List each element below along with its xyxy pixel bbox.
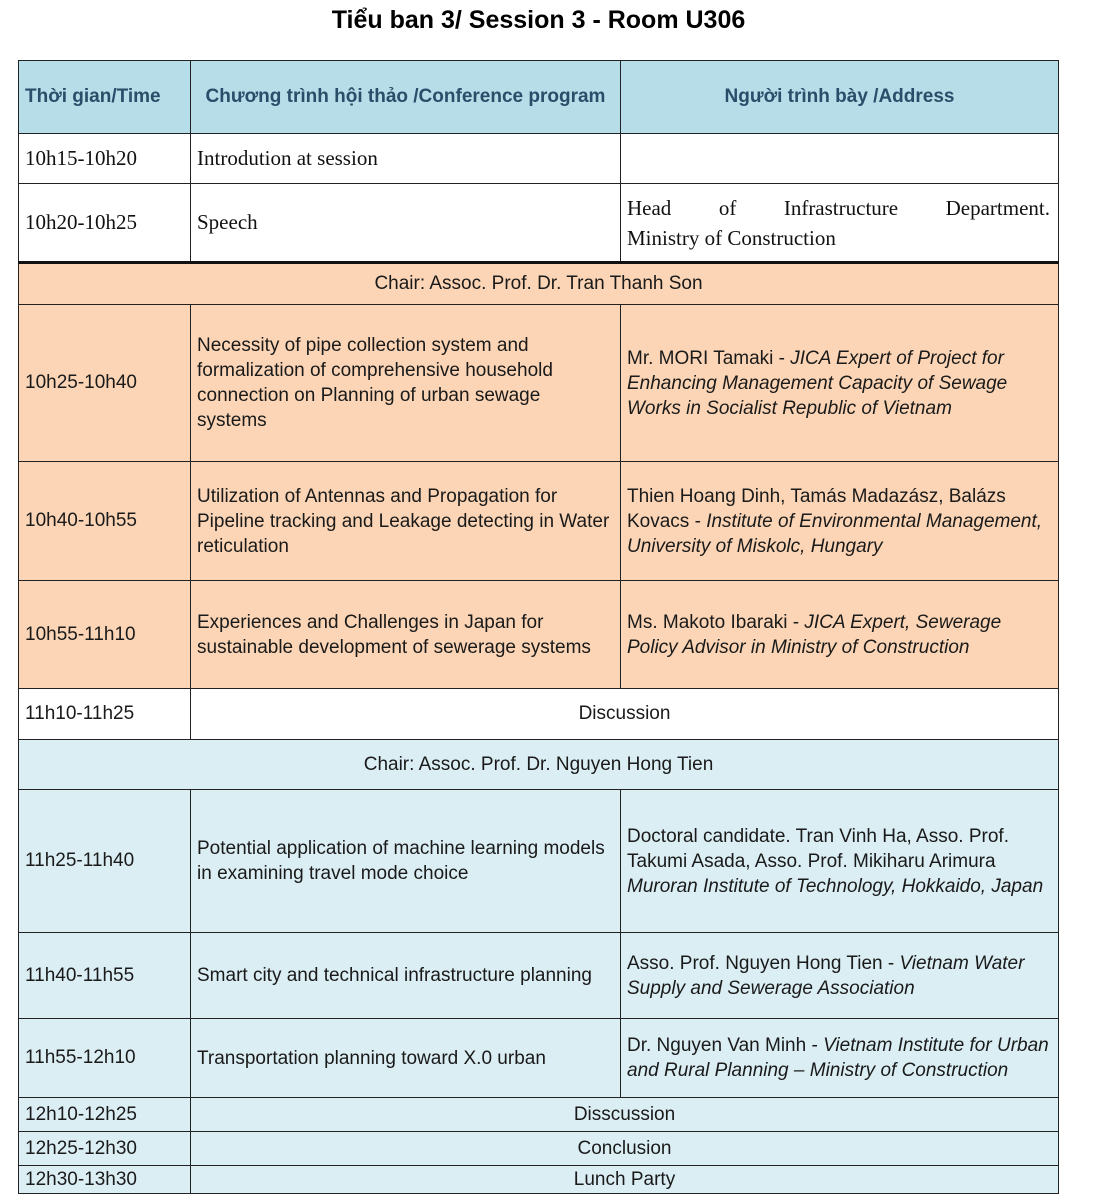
program-cell: Necessity of pipe collection system and formalization of comprehensive household connection on Planning of urban sewage systems bbox=[191, 305, 621, 462]
time-cell: 12h10-12h25 bbox=[19, 1098, 191, 1132]
table-row bbox=[19, 184, 1059, 263]
address-cell bbox=[621, 1019, 1059, 1098]
chair-label: Chair: Assoc. Prof. Dr. Tran Thanh Son bbox=[19, 263, 1059, 305]
program-cell: Potential application of machine learning models in examining travel mode choice bbox=[191, 790, 621, 933]
address-cell bbox=[621, 581, 1059, 689]
table-row bbox=[19, 1019, 1059, 1098]
table-header-row bbox=[19, 61, 1059, 134]
presenter-name: Thien Hoang Dinh, Tamás Madazász, Balázs Kovacs - bbox=[627, 485, 1006, 532]
presenter-affiliation: Muroran Institute of Technology, Hokkaido, Japan bbox=[627, 875, 1044, 897]
time-cell: 11h25-11h40 bbox=[19, 790, 191, 933]
presenter-name: Asso. Prof. Nguyen Hong Tien - bbox=[627, 952, 900, 974]
header-program: Chương trình hội thảo /Conference program bbox=[191, 61, 621, 134]
table-row bbox=[19, 1166, 1059, 1194]
address-cell bbox=[621, 134, 1059, 184]
time-cell: 11h10-11h25 bbox=[19, 689, 191, 740]
table-row bbox=[19, 1132, 1059, 1166]
presenter-affiliation: Vietnam Institute for Urban and Rural Planning – Ministry of Construction bbox=[627, 1035, 1049, 1081]
table-row bbox=[19, 462, 1059, 581]
time-cell: 11h55-12h10 bbox=[19, 1019, 191, 1098]
presenter-name: Ms. Makoto Ibaraki - bbox=[627, 611, 805, 633]
chair-row bbox=[19, 740, 1059, 790]
table-row bbox=[19, 689, 1059, 740]
address-cell bbox=[621, 305, 1059, 462]
address-line: Head of Infrastructure Department. bbox=[627, 195, 1050, 220]
presenter-affiliation: Institute of Environmental Management, University of Miskolc, Hungary bbox=[627, 510, 1043, 557]
session-title: Tiểu ban 3/ Session 3 - Room U306 bbox=[331, 6, 746, 34]
table-row bbox=[19, 1098, 1059, 1132]
program-cell: Speech bbox=[191, 184, 621, 263]
presenter-affiliation: JICA Expert, Sewerage Policy Advisor in Ministry of Construction bbox=[627, 611, 1002, 658]
presenter-name: Dr. Nguyen Van Minh - bbox=[627, 1035, 824, 1056]
address-cell bbox=[621, 462, 1059, 581]
header-address: Người trình bày /Address bbox=[621, 61, 1059, 134]
time-cell: 10h15-10h20 bbox=[19, 134, 191, 184]
program-cell: Experiences and Challenges in Japan for sustainable development of sewerage systems bbox=[191, 581, 621, 689]
address-cell bbox=[621, 933, 1059, 1019]
time-cell: 12h30-13h30 bbox=[19, 1166, 191, 1194]
address-cell bbox=[621, 184, 1059, 263]
program-cell: Smart city and technical infrastructure planning bbox=[191, 933, 621, 1019]
schedule-table bbox=[18, 60, 1059, 1194]
chair-row bbox=[19, 263, 1059, 305]
address-line: Ministry of Construction bbox=[627, 225, 836, 250]
program-cell: Lunch Party bbox=[191, 1166, 1059, 1194]
table-row bbox=[19, 933, 1059, 1019]
presenter-name: Doctoral candidate. Tran Vinh Ha, Asso. Prof. Takumi Asada, Asso. Prof. Mikiharu Arimura bbox=[627, 825, 1009, 872]
time-cell: 10h25-10h40 bbox=[19, 305, 191, 462]
time-cell: 10h40-10h55 bbox=[19, 462, 191, 581]
table-row bbox=[19, 790, 1059, 933]
time-cell: 10h20-10h25 bbox=[19, 184, 191, 263]
table-row bbox=[19, 134, 1059, 184]
presenter-affiliation: Vietnam Water Supply and Sewerage Association bbox=[627, 952, 1025, 999]
table-row bbox=[19, 581, 1059, 689]
chair-label: Chair: Assoc. Prof. Dr. Nguyen Hong Tien bbox=[19, 740, 1059, 790]
time-cell: 10h55-11h10 bbox=[19, 581, 191, 689]
address-cell bbox=[621, 790, 1059, 933]
header-time: Thời gian/Time bbox=[19, 61, 191, 134]
presenter-name: Mr. MORI Tamaki - bbox=[627, 347, 791, 369]
table-row bbox=[19, 305, 1059, 462]
program-cell: Transportation planning toward X.0 urban bbox=[191, 1019, 621, 1098]
presenter-affiliation: JICA Expert of Project for Enhancing Management Capacity of Sewage Works in Socialist Republic of Vietnam bbox=[627, 347, 1008, 419]
program-cell: Conclusion bbox=[191, 1132, 1059, 1166]
time-cell: 11h40-11h55 bbox=[19, 933, 191, 1019]
program-cell: Introdution at session bbox=[191, 134, 621, 184]
program-cell: Disscussion bbox=[191, 1098, 1059, 1132]
time-cell: 12h25-12h30 bbox=[19, 1132, 191, 1166]
program-cell: Discussion bbox=[191, 689, 1059, 740]
program-cell: Utilization of Antennas and Propagation for Pipeline tracking and Leakage detecting in Water reticulation bbox=[191, 462, 621, 581]
